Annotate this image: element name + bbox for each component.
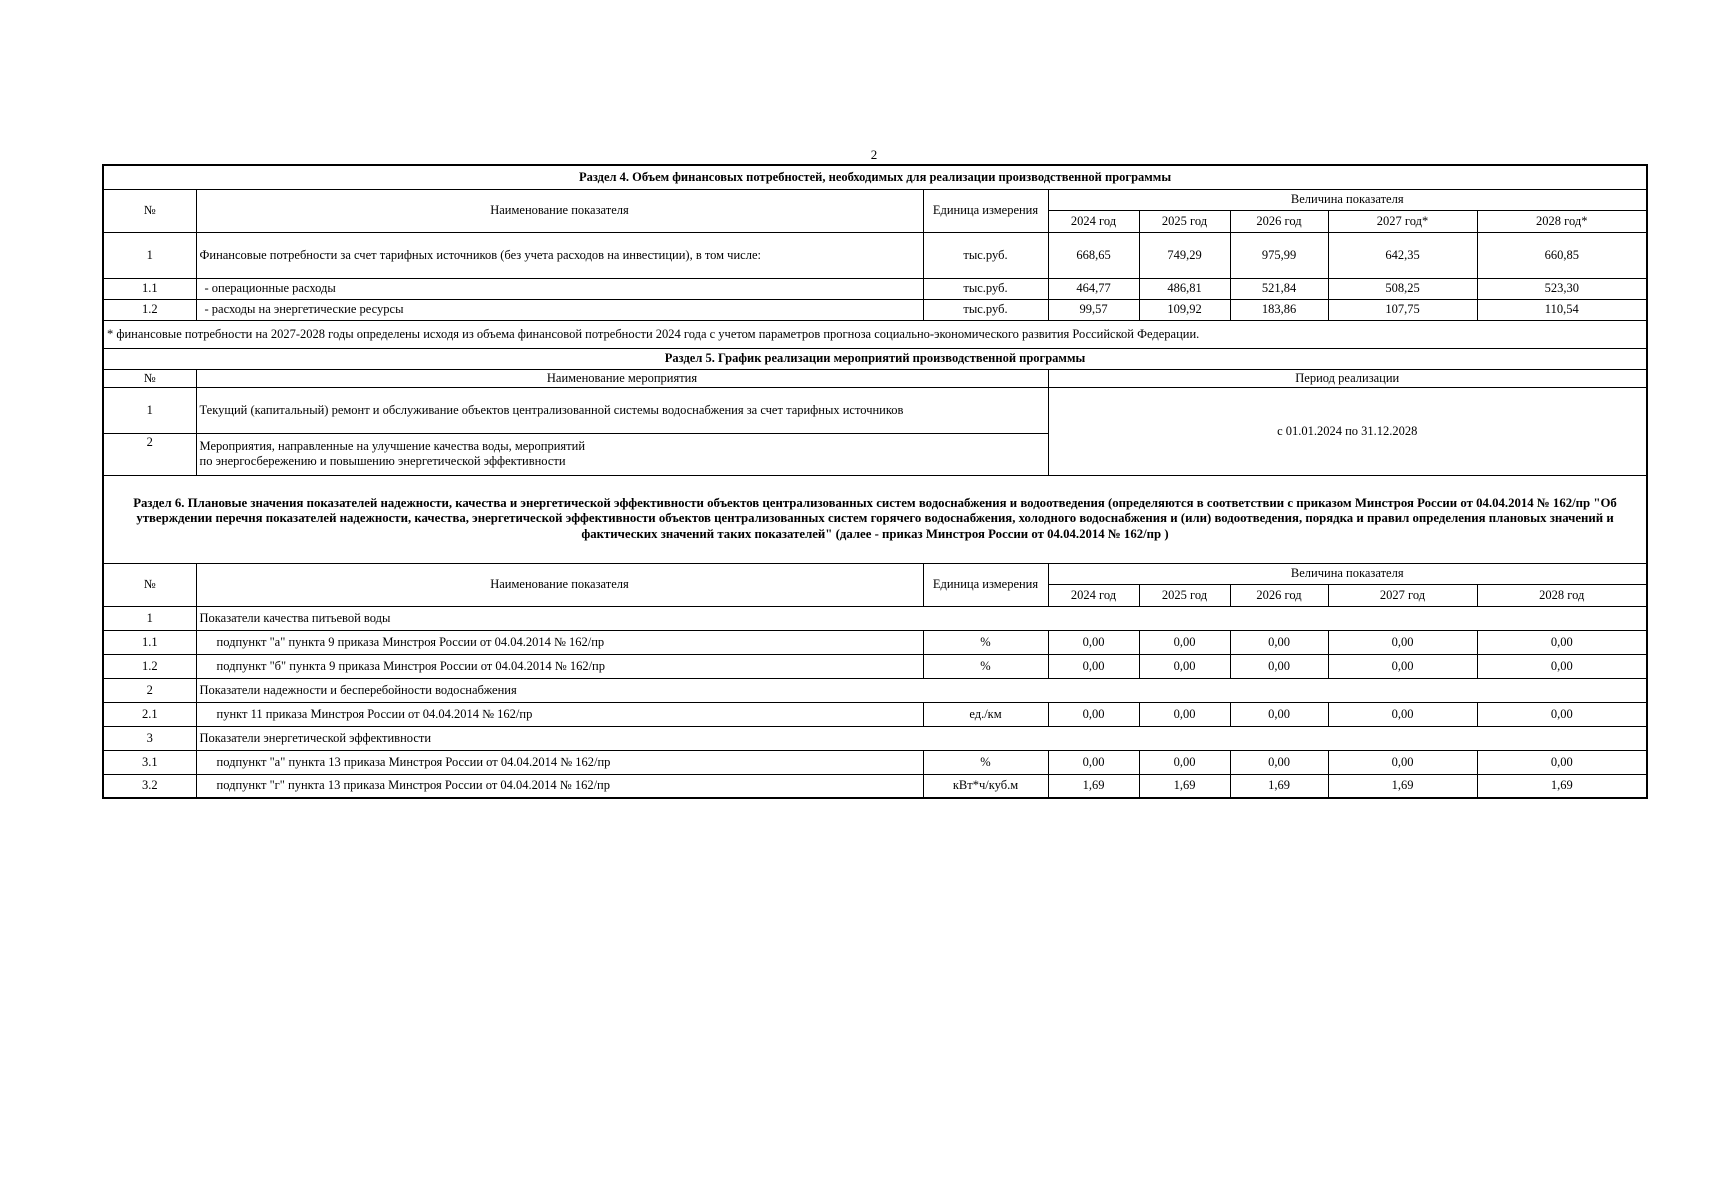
row-value: 1,69: [1328, 774, 1477, 798]
row-value: 183,86: [1230, 299, 1328, 320]
s6-header-year: 2025 год: [1139, 584, 1230, 606]
table-row: [103, 232, 1647, 278]
s6-header-year: 2028 год: [1477, 584, 1647, 606]
s4-header-value: Величина показателя: [1048, 189, 1647, 210]
group-name: Показатели надежности и бесперебойности водоснабжения: [196, 678, 1647, 702]
s4-header-name: Наименование показателя: [196, 189, 923, 232]
s4-header-year: 2025 год: [1139, 210, 1230, 232]
s6-header-value: Величина показателя: [1048, 563, 1647, 584]
section5-title: Раздел 5. График реализации мероприятий производственной программы: [103, 348, 1647, 369]
table-row: [103, 387, 1647, 433]
s5-header-name: Наименование мероприятия: [196, 369, 1048, 387]
table-row: [103, 299, 1647, 320]
row-name-line: Мероприятия, направленные на улучшение качества воды, мероприятий: [199, 439, 586, 453]
row-unit: тыс.руб.: [923, 299, 1048, 320]
row-num: 3.2: [103, 774, 196, 798]
row-name: подпункт "а" пункта 13 приказа Минстроя России от 04.04.2014 № 162/пр: [196, 750, 923, 774]
row-name-line: по энергосбережению и повышению энергетической эффективности: [199, 454, 566, 468]
table-row: [103, 702, 1647, 726]
s4-header-num: №: [103, 189, 196, 232]
row-unit: ед./км: [923, 702, 1048, 726]
table-row: [103, 750, 1647, 774]
row-unit: тыс.руб.: [923, 278, 1048, 299]
row-unit: кВт*ч/куб.м: [923, 774, 1048, 798]
row-value: 508,25: [1328, 278, 1477, 299]
row-unit: %: [923, 750, 1048, 774]
row-name: - расходы на энергетические ресурсы: [196, 299, 923, 320]
row-name: [196, 433, 1048, 475]
row-value: 0,00: [1139, 654, 1230, 678]
table-row: [103, 630, 1647, 654]
row-name: подпункт "б" пункта 9 приказа Минстроя России от 04.04.2014 № 162/пр: [196, 654, 923, 678]
section6-title: Раздел 6. Плановые значения показателей надежности, качества и энергетической эффективности объектов централизованных систем водоснабжения и водоотведения (определяются в соответствии с приказом Минстроя России от 04.04.2014 № 162/пр "Об утверждении перечня показателей надежности, качества, энергетической эффективности объектов централизованных систем горячего водоснабжения, холодного водоснабжения и (или) водоотведения, порядка и правил определения плановых значений и фактических значений таких показателей" (далее - приказ Минстроя России от 04.04.2014 № 162/пр ): [103, 475, 1647, 563]
row-num: 1: [103, 387, 196, 433]
row-value: 0,00: [1139, 702, 1230, 726]
row-name: Финансовые потребности за счет тарифных источников (без учета расходов на инвестиции), в том числе:: [196, 232, 923, 278]
s4-header-year: 2027 год*: [1328, 210, 1477, 232]
row-value: 0,00: [1477, 750, 1647, 774]
row-value: 110,54: [1477, 299, 1647, 320]
group-num: 1: [103, 606, 196, 630]
row-num: 1: [103, 232, 196, 278]
row-num: 2: [103, 433, 196, 475]
row-value: 1,69: [1139, 774, 1230, 798]
row-value: 523,30: [1477, 278, 1647, 299]
s6-header-unit: Единица измерения: [923, 563, 1048, 606]
row-value: 749,29: [1139, 232, 1230, 278]
row-name: Текущий (капитальный) ремонт и обслуживание объектов централизованной системы водоснабжения за счет тарифных источников: [196, 387, 1048, 433]
row-value: 975,99: [1230, 232, 1328, 278]
production-program-table: [102, 164, 1648, 799]
row-value: 486,81: [1139, 278, 1230, 299]
row-value: 0,00: [1230, 654, 1328, 678]
section4-note: * финансовые потребности на 2027-2028 годы определены исходя из объема финансовой потребности 2024 года с учетом параметров прогноза социально-экономического развития Российской Федерации.: [103, 320, 1647, 348]
row-name: подпункт "г" пункта 13 приказа Минстроя России от 04.04.2014 № 162/пр: [196, 774, 923, 798]
row-num: 1.1: [103, 630, 196, 654]
row-value: 0,00: [1328, 750, 1477, 774]
group-num: 3: [103, 726, 196, 750]
s6-header-year: 2027 год: [1328, 584, 1477, 606]
group-num: 2: [103, 678, 196, 702]
row-value: 660,85: [1477, 232, 1647, 278]
row-unit: тыс.руб.: [923, 232, 1048, 278]
table-row: [103, 774, 1647, 798]
s6-header-year: 2024 год: [1048, 584, 1139, 606]
row-name: пункт 11 приказа Минстроя России от 04.04.2014 № 162/пр: [196, 702, 923, 726]
group-name: Показатели энергетической эффективности: [196, 726, 1647, 750]
group-row: [103, 678, 1647, 702]
row-name: подпункт "а" пункта 9 приказа Минстроя России от 04.04.2014 № 162/пр: [196, 630, 923, 654]
s4-header-year: 2028 год*: [1477, 210, 1647, 232]
row-value: 464,77: [1048, 278, 1139, 299]
row-value: 0,00: [1048, 654, 1139, 678]
row-value: 521,84: [1230, 278, 1328, 299]
group-row: [103, 726, 1647, 750]
row-value: 642,35: [1328, 232, 1477, 278]
row-unit: %: [923, 654, 1048, 678]
row-num: 1.2: [103, 299, 196, 320]
row-name: - операционные расходы: [196, 278, 923, 299]
row-value: 0,00: [1328, 654, 1477, 678]
row-value: 0,00: [1230, 750, 1328, 774]
row-value: 0,00: [1139, 630, 1230, 654]
row-value: 0,00: [1230, 702, 1328, 726]
page-number: 2: [870, 147, 878, 162]
row-value: 0,00: [1048, 702, 1139, 726]
section4-title: Раздел 4. Объем финансовых потребностей, необходимых для реализации производственной программы: [103, 165, 1647, 189]
s4-header-unit: Единица измерения: [923, 189, 1048, 232]
row-num: 2.1: [103, 702, 196, 726]
row-value: 0,00: [1048, 630, 1139, 654]
row-num: 3.1: [103, 750, 196, 774]
s6-header-name: Наименование показателя: [196, 563, 923, 606]
group-name: Показатели качества питьевой воды: [196, 606, 1647, 630]
row-value: 1,69: [1048, 774, 1139, 798]
row-value: 0,00: [1048, 750, 1139, 774]
row-value: 107,75: [1328, 299, 1477, 320]
row-value: 0,00: [1328, 702, 1477, 726]
s5-header-num: №: [103, 369, 196, 387]
row-value: 1,69: [1230, 774, 1328, 798]
s6-header-num: №: [103, 563, 196, 606]
s4-header-year: 2024 год: [1048, 210, 1139, 232]
row-value: 99,57: [1048, 299, 1139, 320]
row-unit: %: [923, 630, 1048, 654]
row-value: 0,00: [1230, 630, 1328, 654]
row-value: 668,65: [1048, 232, 1139, 278]
row-num: 1.2: [103, 654, 196, 678]
row-value: 0,00: [1477, 702, 1647, 726]
table-row: [103, 654, 1647, 678]
s4-header-year: 2026 год: [1230, 210, 1328, 232]
row-value: 0,00: [1328, 630, 1477, 654]
row-value: 109,92: [1139, 299, 1230, 320]
row-num: 1.1: [103, 278, 196, 299]
row-value: 0,00: [1139, 750, 1230, 774]
s5-header-period: Период реализации: [1048, 369, 1647, 387]
implementation-period: с 01.01.2024 по 31.12.2028: [1048, 387, 1647, 475]
row-value: 1,69: [1477, 774, 1647, 798]
group-row: [103, 606, 1647, 630]
s6-header-year: 2026 год: [1230, 584, 1328, 606]
table-row: [103, 278, 1647, 299]
row-value: 0,00: [1477, 630, 1647, 654]
row-value: 0,00: [1477, 654, 1647, 678]
